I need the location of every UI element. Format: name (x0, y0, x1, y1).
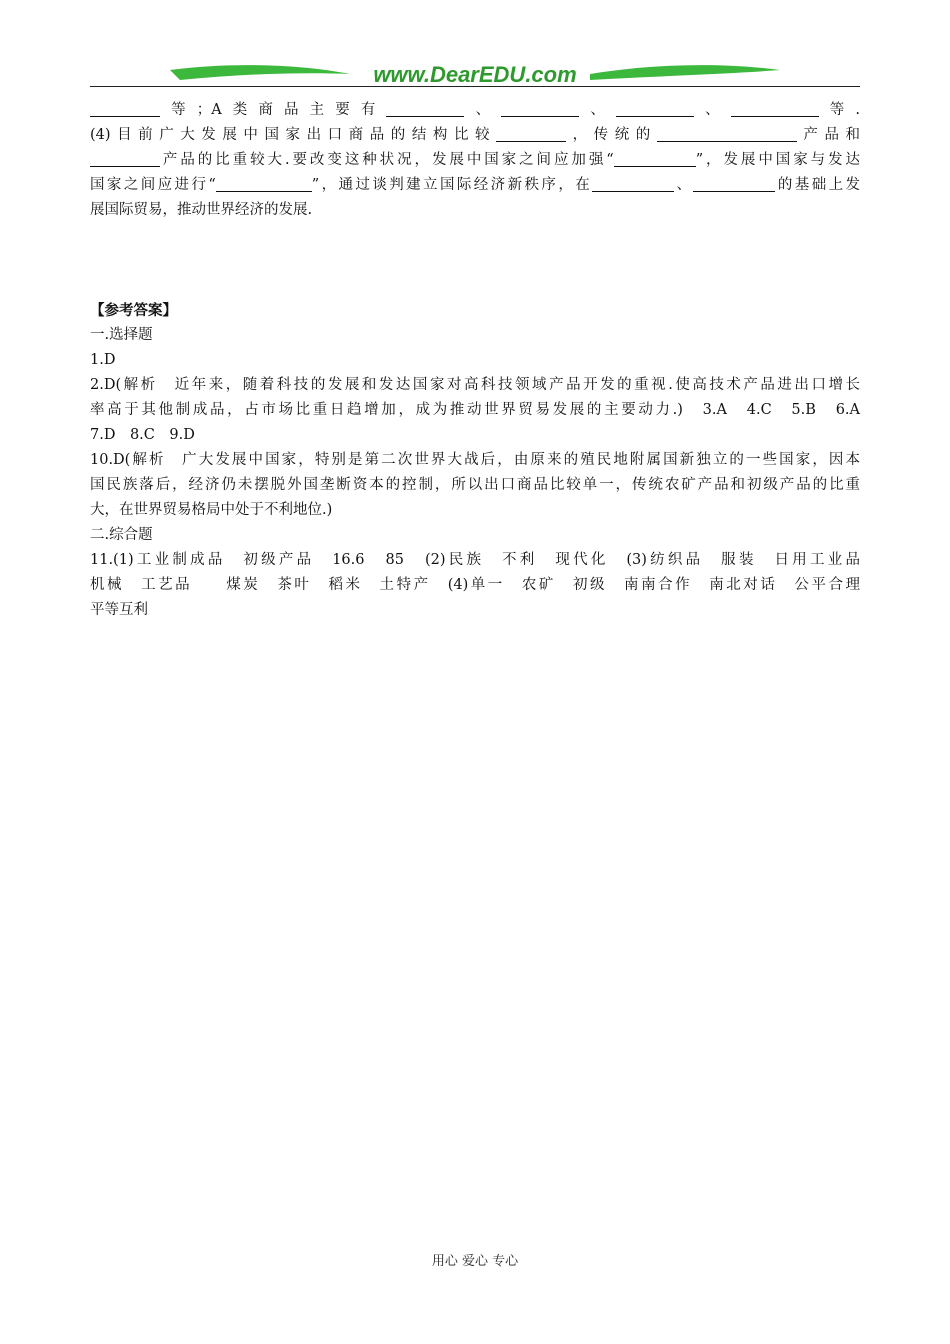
answer-blank[interactable] (657, 126, 797, 142)
answer-blank[interactable] (90, 101, 160, 117)
page-footer: 用心 爱心 专心 (431, 1254, 519, 1269)
answer-2-line-1: 2.D(解析 近年来，随着科技的发展和发达国家对高科技领域产品开发的重视.使高技术产品进出口增长 (90, 377, 860, 393)
answer-10-line-2: 国民族落后，经济仍未摆脱外国垄断资本的控制，所以出口商品比较单一，传统农矿产品和初级产品的比重 (90, 477, 860, 493)
answer-blank[interactable] (693, 176, 775, 192)
section-heading: 一.选择题 (90, 327, 153, 343)
answer-2-line-2: 率高于其他制成品，占市场比重日趋增加，成为推动世界贸易发展的主要动力.) 3.A 4.C 5.B 6.A (90, 402, 860, 418)
answer-11-line-2: 机械 工艺品 煤炭 茶叶 稻米 土特产 (4)单一 农矿 初级 南南合作 南北对话 公平合理 (90, 577, 860, 593)
answer-blank[interactable] (731, 101, 819, 117)
answer-blank[interactable] (501, 101, 579, 117)
section-heading: 二.综合题 (90, 527, 153, 543)
answer-10-line-1: 10.D(解析 广大发展中国家，特别是第二次世界大战后，由原来的殖民地附属国新独立的一些国家，因本 (90, 452, 860, 468)
answer-blank[interactable] (386, 101, 464, 117)
answer-11-line-3: 平等互利 (90, 602, 148, 618)
answer-blank[interactable] (496, 126, 566, 142)
answer-10-line-3: 大，在世界贸易格局中处于不利地位.) (90, 502, 333, 518)
answer-blank[interactable] (90, 151, 160, 167)
question-line-3: 产品的比重较大.要改变这种状况，发展中国家之间应加强“ ”，发展中国家与发达 (90, 148, 860, 173)
left-swoosh (170, 65, 350, 80)
answer-1: 1.D (90, 352, 116, 368)
answer-blank[interactable] (616, 101, 694, 117)
answer-blank[interactable] (216, 176, 312, 192)
site-name: www.DearEDU.com (373, 62, 577, 87)
question-line-1: 等；A类商品主要有 、 、 、 等. (90, 98, 860, 123)
answer-blank[interactable] (592, 176, 674, 192)
header-rule (90, 86, 860, 87)
question-line-5: 展国际贸易，推动世界经济的发展. (90, 202, 313, 218)
right-swoosh (590, 65, 780, 80)
answer-2-line-3: 7.D 8.C 9.D (90, 427, 195, 443)
spacer (90, 223, 860, 298)
document-body (90, 98, 860, 623)
answers-title: 【参考答案】 (90, 302, 177, 319)
answer-11-line-1: 11.(1)工业制成品 初级产品 16.6 85 (2)民族 不利 现代化 (3)纺织品 服装 日用工业品 (90, 552, 860, 568)
answer-blank[interactable] (614, 151, 696, 167)
question-line-4: 国家之间应进行“ ”，通过谈判建立国际经济新秩序，在 、 的基础上发 (90, 177, 861, 193)
question-line-2: (4)目前广大发展中国家出口商品的结构比较 ，传统的 产品和 (90, 127, 861, 143)
